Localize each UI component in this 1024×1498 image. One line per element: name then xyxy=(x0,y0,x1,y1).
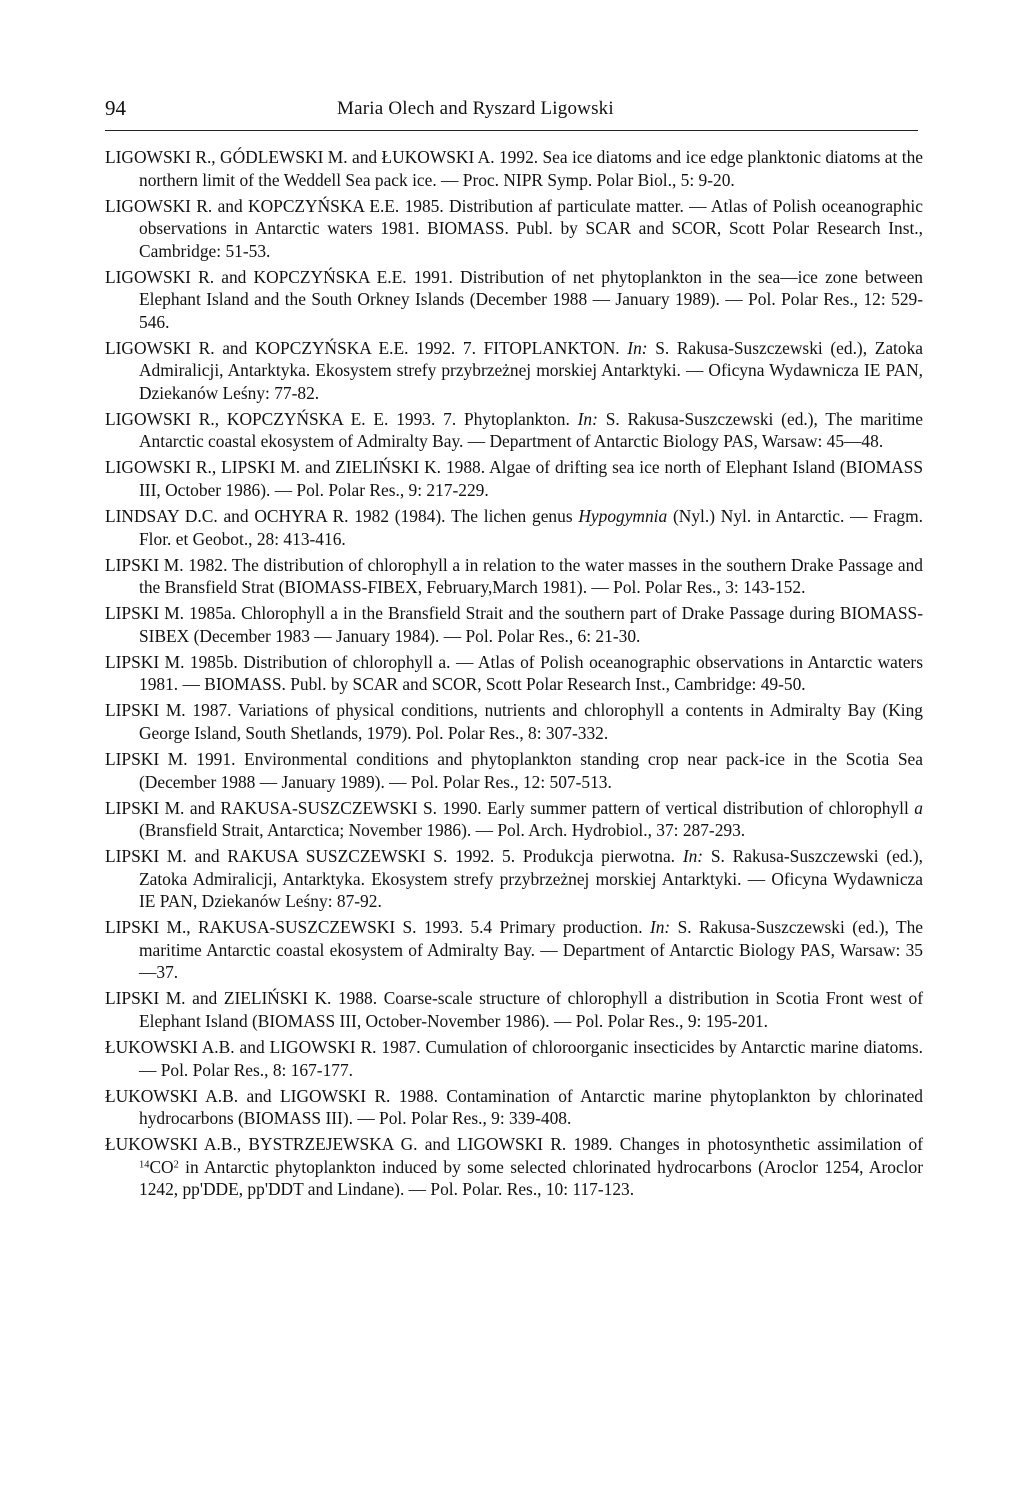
italic-text: In: xyxy=(577,408,598,429)
reference-entry xyxy=(105,651,923,696)
italic-text: In: xyxy=(627,337,648,358)
reference-entry xyxy=(105,748,923,793)
reference-text: ŁUKOWSKI A.B. and LIGOWSKI R. 1987. Cumulation of chloroorganic insecticides by Antarctic marine diatoms. — Pol. Polar Res., 8: 167-177. xyxy=(105,1037,923,1080)
reference-text: LINDSAY D.C. and OCHYRA R. 1982 (1984). The lichen genus xyxy=(105,506,579,527)
italic-text: Hypogymnia xyxy=(578,506,668,527)
reference-entry xyxy=(105,1036,923,1081)
reference-text: CO xyxy=(149,1156,174,1177)
reference-entry xyxy=(105,1085,923,1130)
reference-text: ŁUKOWSKI A.B. and LIGOWSKI R. 1988. Contamination of Antarctic marine phytoplankton by chlorinated hydrocarbons (BIOMASS III). — Pol. Polar Res., 9: 339-408. xyxy=(105,1085,923,1129)
reference-text: LIGOWSKI R., LIPSKI M. and ZIELIŃSKI K. 1988. Algae of drifting sea ice north of Elephant Island (BIOMASS III, October 1986). — Pol. Polar Res., 9: 217-229. xyxy=(105,457,923,500)
reference-entry xyxy=(105,146,923,191)
reference-text: LIPSKI M. and RAKUSA-SUSZCZEWSKI S. 1990. Early summer pattern of vertical distribution of chlorophyll xyxy=(105,797,915,818)
reference-entry xyxy=(105,845,923,913)
page-header xyxy=(105,96,918,131)
reference-text: LIPSKI M. 1982. The distribution of chlorophyll a in relation to the water masses in the southern Drake Passage and the Bransfield Strat (BIOMASS-FIBEX, February,March 1981). — Pol. Polar Res., 3: 143-152. xyxy=(105,554,923,598)
reference-text: LIGOWSKI R., GÓDLEWSKI M. and ŁUKOWSKI A. 1992. Sea ice diatoms and ice edge planktonic diatoms at the northern limit of the Weddell Sea pack ice. — Proc. NIPR Symp. Polar Biol., 5: 9-20. xyxy=(105,147,923,190)
reference-text: S. Rakusa-Suszczewski (ed.), Zatoka Admiralicji, Antarktyka. Ekosystem strefy przybrzeżnej morskiej Antarktyki. — Oficyna Wydawnicza IE PAN, Dziekanów Leśny: 77-82. xyxy=(139,337,923,403)
superscript-text: 14 xyxy=(139,1158,150,1170)
reference-entry xyxy=(105,337,923,405)
reference-entry xyxy=(105,916,923,984)
reference-text: LIGOWSKI R. and KOPCZYŃSKA E.E. 1992. 7. FITOPLANKTON. xyxy=(105,337,628,358)
reference-entry xyxy=(105,1133,923,1201)
italic-text: In: xyxy=(649,917,671,938)
reference-text: LIGOWSKI R. and KOPCZYŃSKA E.E. 1985. Distribution af particulate matter. — Atlas of Polish oceanographic observations in Antarctic waters 1981. BIOMASS. Publ. by SCAR and SCOR, Scott Polar Research Inst., Cambridge: 51-53. xyxy=(105,195,923,261)
reference-text: LIPSKI M. and ZIELIŃSKI K. 1988. Coarse-scale structure of chlorophyll a distribution in Scotia Front west of Elephant Island (BIOMASS III, October-November 1986). — Pol. Polar Res., 9: 195-201. xyxy=(105,988,923,1031)
reference-text: S. Rakusa-Suszczewski (ed.), The maritime Antarctic coastal ekosystem of Admiralty Bay. — Department of Antarctic Biology PAS, Warsaw: 35—37. xyxy=(139,917,923,983)
superscript-text: 2 xyxy=(173,1158,179,1170)
italic-text: In: xyxy=(682,846,704,867)
reference-text: S. Rakusa-Suszczewski (ed.), Zatoka Admiralicji, Antarktyka. Ekosystem strefy przybrzeżnej morskiej Antarktyki. — Oficyna Wydawnicza IE PAN, Dziekanów Leśny: 87-92. xyxy=(139,846,924,912)
reference-entry xyxy=(105,505,923,550)
reference-text: LIPSKI M. 1985a. Chlorophyll a in the Bransfield Strait and the southern part of Drake Passage during BIOMASS-SIBEX (December 1983 — January 1984). — Pol. Polar Res., 6: 21-30. xyxy=(105,603,923,646)
reference-text: LIPSKI M., RAKUSA-SUSZCZEWSKI S. 1993. 5.4 Primary production. xyxy=(105,917,650,938)
italic-text: a xyxy=(914,797,923,818)
reference-entry xyxy=(105,987,923,1032)
reference-text: in Antarctic phytoplankton induced by some selected chlorinated hydrocarbons (Aroclor 1254, Aroclor 1242, pp'DDE, pp'DDT and Lindane). — Pol. Polar. Res., 10: 117-123. xyxy=(139,1156,923,1200)
page-number: 94 xyxy=(105,96,126,120)
running-title: Maria Olech and Ryszard Ligowski xyxy=(337,98,614,119)
reference-text: LIPSKI M. and RAKUSA SUSZCZEWSKI S. 1992. 5. Produkcja pierwotna. xyxy=(105,846,683,867)
reference-entry xyxy=(105,266,923,334)
reference-entry xyxy=(105,408,923,453)
reference-text: LIPSKI M. 1985b. Distribution of chlorophyll a. — Atlas of Polish oceanographic observations in Antarctic waters 1981. — BIOMASS. Publ. by SCAR and SCOR, Scott Polar Research Inst., Cambridge: 49-50. xyxy=(105,651,923,695)
reference-entry xyxy=(105,456,923,501)
reference-entry xyxy=(105,602,923,647)
reference-text: ŁUKOWSKI A.B., BYSTRZEJEWSKA G. and LIGOWSKI R. 1989. Changes in photosynthetic assimilation of xyxy=(105,1134,923,1155)
reference-text: LIGOWSKI R., KOPCZYŃSKA E. E. 1993. 7. Phytoplankton. xyxy=(105,408,578,429)
reference-entry xyxy=(105,554,923,599)
reference-text: (Bransfield Strait, Antarctica; November 1986). — Pol. Arch. Hydrobiol., 37: 287-293. xyxy=(139,820,746,841)
reference-text: S. Rakusa-Suszczewski (ed.), The maritime Antarctic coastal ekosystem of Admiralty Bay. — Department of Antarctic Biology PAS, Warsaw: 45—48. xyxy=(139,408,923,452)
reference-text: LIPSKI M. 1991. Environmental conditions and phytoplankton standing crop near pack-ice in the Scotia Sea (December 1988 — January 1989). — Pol. Polar Res., 12: 507-513. xyxy=(105,749,923,792)
reference-text: (Nyl.) Nyl. in Antarctic. — Fragm. Flor. et Geobot., 28: 413-416. xyxy=(139,506,923,549)
reference-entry xyxy=(105,699,923,744)
reference-text: LIGOWSKI R. and KOPCZYŃSKA E.E. 1991. Distribution of net phytoplankton in the sea—ice zone between Elephant Island and the South Orkney Islands (December 1988 — January 1989). — Pol. Polar Res., 12: 529-546. xyxy=(105,266,923,332)
reference-text: LIPSKI M. 1987. Variations of physical conditions, nutrients and chlorophyll a contents in Admiralty Bay (King George Island, South Shetlands, 1979). Pol. Polar Res., 8: 307-332. xyxy=(105,700,923,743)
reference-entry xyxy=(105,797,923,842)
reference-list xyxy=(105,146,923,1201)
reference-entry xyxy=(105,195,923,263)
